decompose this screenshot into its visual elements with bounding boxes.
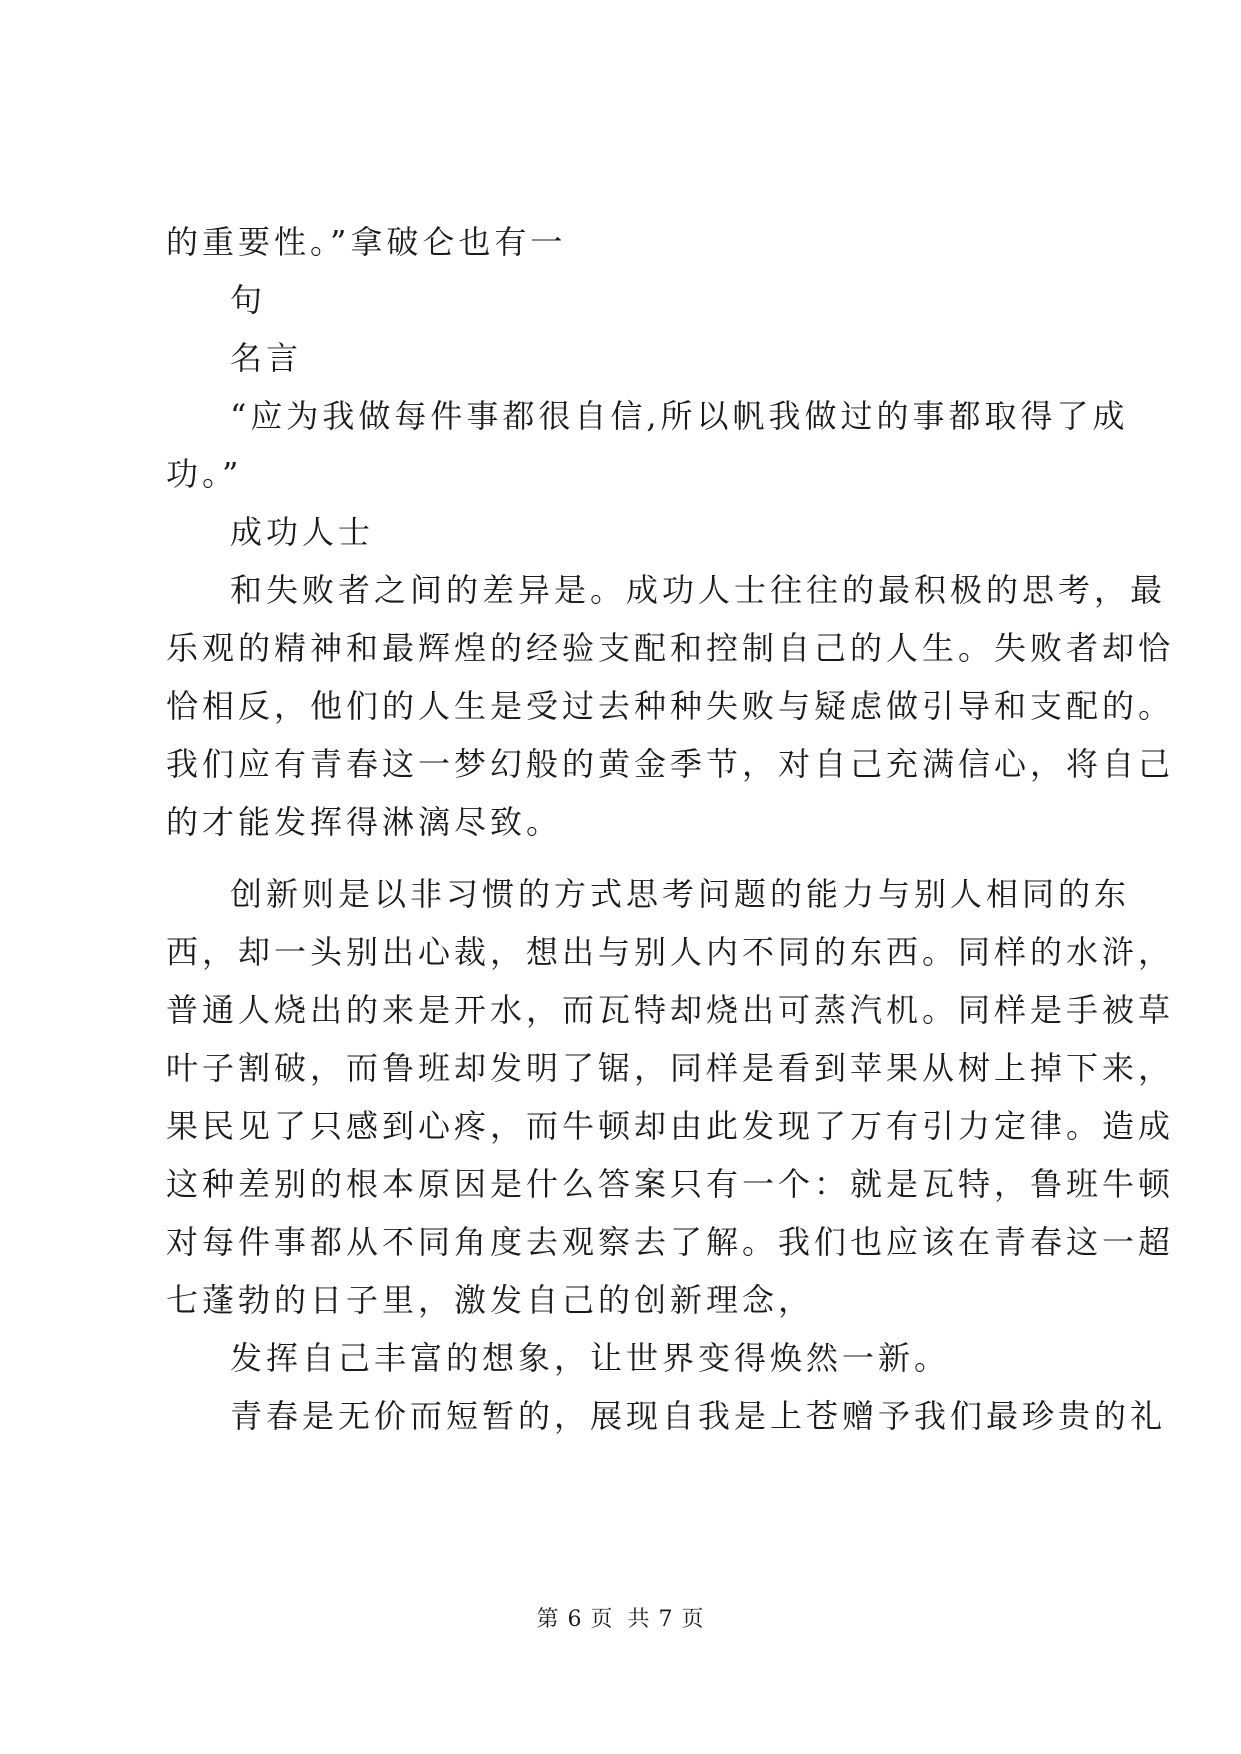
text-line: 和失败者之间的差异是。成功人士往往的最积极的思考，最: [230, 571, 1167, 609]
text-line: 乐观的精神和最辉煌的经验支配和控制自己的人生。失败者却恰: [166, 629, 1175, 667]
text-line: 功。”: [166, 455, 243, 493]
page-number: 第 6 页: [536, 1607, 614, 1632]
text-line: 发挥自己丰富的想象，让世界变得焕然一新。: [230, 1339, 951, 1377]
page-total: 共 7 页: [627, 1607, 705, 1632]
text-line: 七蓬勃的日子里，激发自己的创新理念，: [166, 1281, 815, 1319]
text-line: 我们应有青春这一梦幻般的黄金季节，对自己充满信心，将自己: [166, 745, 1175, 783]
text-line: 恰相反，他们的人生是受过去种种失败与疑虑做引导和支配的。: [166, 687, 1175, 725]
text-line: 青春是无价而短暂的，展现自我是上苍赠予我们最珍贵的礼: [230, 1397, 1167, 1435]
text-line: 成功人士: [230, 513, 375, 551]
text-line: 对每件事都从不同角度去观察去了解。我们也应该在青春这一超: [166, 1223, 1175, 1261]
text-line: 创新则是以非习惯的方式思考问题的能力与别人相同的东: [230, 875, 1131, 913]
text-line: 西，却一头别出心裁，想出与别人内不同的东西。同样的水浒，: [166, 933, 1175, 971]
page-footer: [0, 1608, 1241, 1632]
body-text: [166, 223, 1175, 1458]
text-line: 普通人烧出的来是开水，而瓦特却烧出可蒸汽机。同样是手被草: [166, 991, 1175, 1029]
text-line: 句: [230, 281, 267, 319]
text-line: 的才能发挥得淋漓尽致。: [166, 803, 563, 841]
text-line: 果民见了只感到心疼，而牛顿却由此发现了万有引力定律。造成: [166, 1107, 1175, 1145]
text-line: 这种差别的根本原因是什么答案只有一个：就是瓦特，鲁班牛顿: [166, 1165, 1175, 1203]
text-line: 叶子割破，而鲁班却发明了锯，同样是看到苹果从树上掉下来，: [166, 1049, 1175, 1087]
text-line: “应为我做每件事都很自信,所以帆我做过的事都取得了成: [230, 397, 1129, 435]
text-line: 的重要性。”拿破仑也有一: [166, 223, 567, 261]
text-line: 名言: [230, 339, 303, 377]
